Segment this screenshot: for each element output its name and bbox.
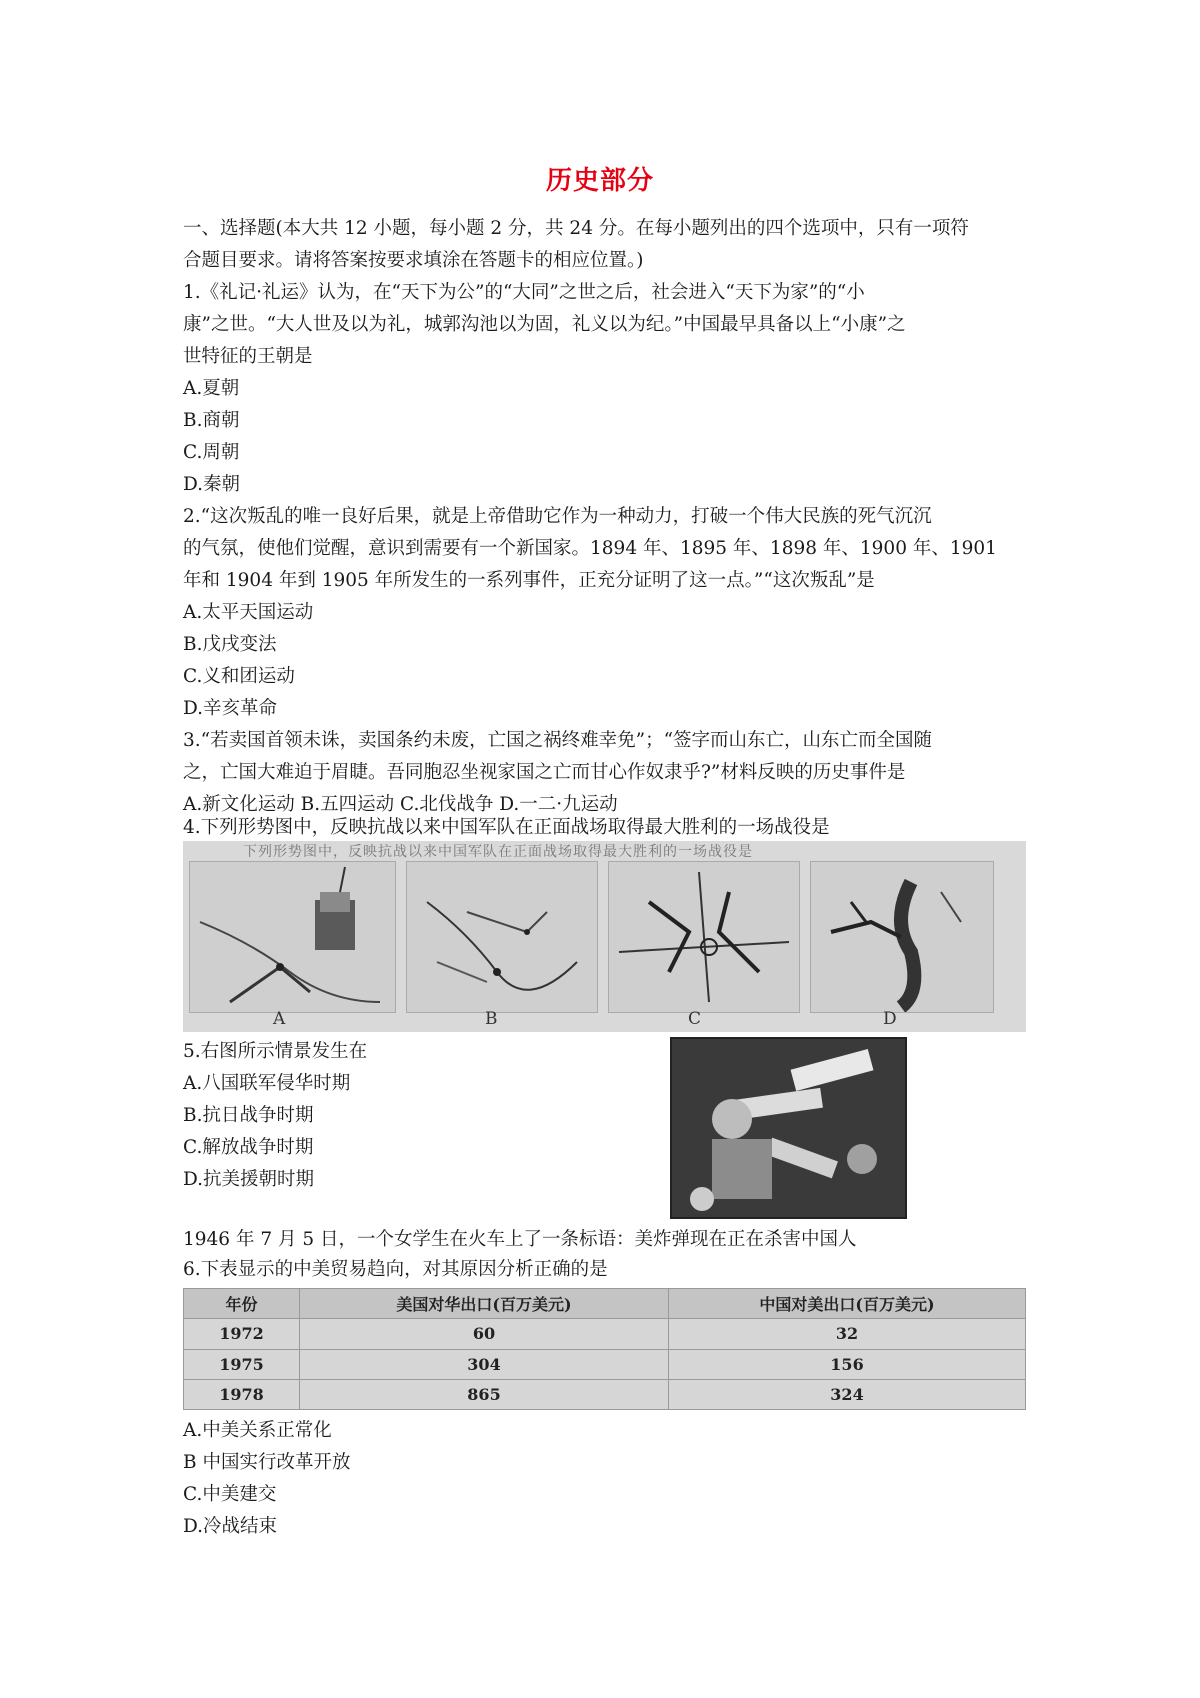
table-header-us-exports: 美国对华出口(百万美元) [300, 1289, 669, 1319]
map-b-label: B [485, 1009, 498, 1029]
q5-option-d: D.抗美援朝时期 [183, 1169, 315, 1190]
q2-option-a: A.太平天国运动 [183, 602, 314, 623]
table-cell-china-exports: 32 [669, 1319, 1026, 1349]
table-header-china-exports: 中国对美出口(百万美元) [669, 1289, 1026, 1319]
q2-text-line-1: 2.“这次叛乱的唯一良好后果，就是上帝借助它作为一种动力，打破一个伟大民族的死气沉沉 [183, 506, 932, 527]
q6-text: 6.下表显示的中美贸易趋向，对其原因分析正确的是 [183, 1259, 608, 1280]
table-cell-year: 1978 [184, 1379, 300, 1409]
q1-text-line-2: 康”之世。“大人世及以为礼，城郭沟池以为固，礼义以为纪。”中国最早具备以上“小康”之 [183, 314, 906, 335]
q2-option-c: C.义和团运动 [183, 666, 295, 687]
q2-text-line-2: 的气氛，使他们觉醒，意识到需要有一个新国家。1894 年、1895 年、1898 年、1900 年、1901 [183, 538, 997, 559]
table-row [184, 1349, 1026, 1379]
page-title: 历史部分 [545, 166, 654, 196]
section-heading-line-2: 合题目要求。请将答案按要求填涂在答题卡的相应位置。) [183, 250, 644, 271]
q1-option-c: C.周朝 [183, 442, 240, 463]
q6-option-b: B 中国实行改革开放 [183, 1452, 351, 1473]
table-header-year: 年份 [184, 1289, 300, 1319]
section-heading-line-1: 一、选择题(本大共 12 小题，每小题 2 分，共 24 分。在每小题列出的四个选项中，只有一项符 [183, 218, 969, 239]
map-a-drawing [190, 862, 395, 1012]
q6-option-c: C.中美建交 [183, 1484, 277, 1505]
maps-caption-fragment: 下列形势图中，反映抗战以来中国军队在正面战场取得最大胜利的一场战役是 [243, 844, 753, 860]
q3-text-line-1: 3.“若卖国首领未诛，卖国条约未废，亡国之祸终难幸免”；“签字而山东亡，山东亡而全国随 [183, 730, 933, 751]
table-row [184, 1319, 1026, 1349]
map-c-label: C [688, 1009, 702, 1029]
battle-maps-figure [183, 841, 1026, 1032]
map-c-drawing [609, 862, 799, 1012]
q5-option-a: A.八国联军侵华时期 [183, 1073, 351, 1094]
table-cell-us-exports: 304 [300, 1349, 669, 1379]
q1-option-d: D.秦朝 [183, 474, 241, 495]
map-d-drawing [811, 862, 993, 1012]
q3-text-line-2: 之，亡国大难迫于眉睫。吾同胞忍坐视家国之亡而甘心作奴隶乎?”材料反映的历史事件是 [183, 762, 906, 783]
q5-option-c: C.解放战争时期 [183, 1137, 314, 1158]
map-d [810, 861, 994, 1013]
table-header-row [184, 1289, 1026, 1319]
q1-option-a: A.夏朝 [183, 378, 240, 399]
table-cell-year: 1972 [184, 1319, 300, 1349]
q5-text: 5.右图所示情景发生在 [183, 1041, 368, 1062]
q5-option-b: B.抗日战争时期 [183, 1105, 314, 1126]
q2-text-line-3: 年和 1904 年到 1905 年所发生的一系列事件，正充分证明了这一点。”“这次叛乱”是 [183, 570, 875, 591]
table-cell-china-exports: 156 [669, 1349, 1026, 1379]
map-b-drawing [407, 862, 597, 1012]
table-cell-us-exports: 60 [300, 1319, 669, 1349]
table-cell-us-exports: 865 [300, 1379, 669, 1409]
photo-caption: 1946 年 7 月 5 日，一个女学生在火车上了一条标语：美炸弹现在正在杀害中国人 [183, 1229, 857, 1250]
q6-option-d: D.冷战结束 [183, 1516, 278, 1537]
map-a [189, 861, 396, 1013]
table-cell-china-exports: 324 [669, 1379, 1026, 1409]
q2-option-b: B.戊戌变法 [183, 634, 277, 655]
table-cell-year: 1975 [184, 1349, 300, 1379]
q2-option-d: D.辛亥革命 [183, 698, 278, 719]
q1-option-b: B.商朝 [183, 410, 240, 431]
map-c [608, 861, 800, 1013]
q4-text: 4.下列形势图中，反映抗战以来中国军队在正面战场取得最大胜利的一场战役是 [183, 817, 830, 838]
table-row [184, 1379, 1026, 1409]
q1-text-line-1: 1.《礼记·礼运》认为，在“天下为公”的“大同”之世之后，社会进入“天下为家”的“小 [183, 282, 865, 303]
historical-photo [670, 1037, 907, 1219]
map-a-label: A [273, 1009, 286, 1029]
map-b [406, 861, 598, 1013]
q3-options: A.新文化运动 B.五四运动 C.北伐战争 D.一二·九运动 [183, 794, 618, 815]
trade-table [183, 1288, 1026, 1410]
map-d-label: D [883, 1009, 897, 1029]
historical-photo-drawing [672, 1039, 905, 1217]
q6-option-a: A.中美关系正常化 [183, 1420, 332, 1441]
q1-text-line-3: 世特征的王朝是 [183, 346, 313, 367]
